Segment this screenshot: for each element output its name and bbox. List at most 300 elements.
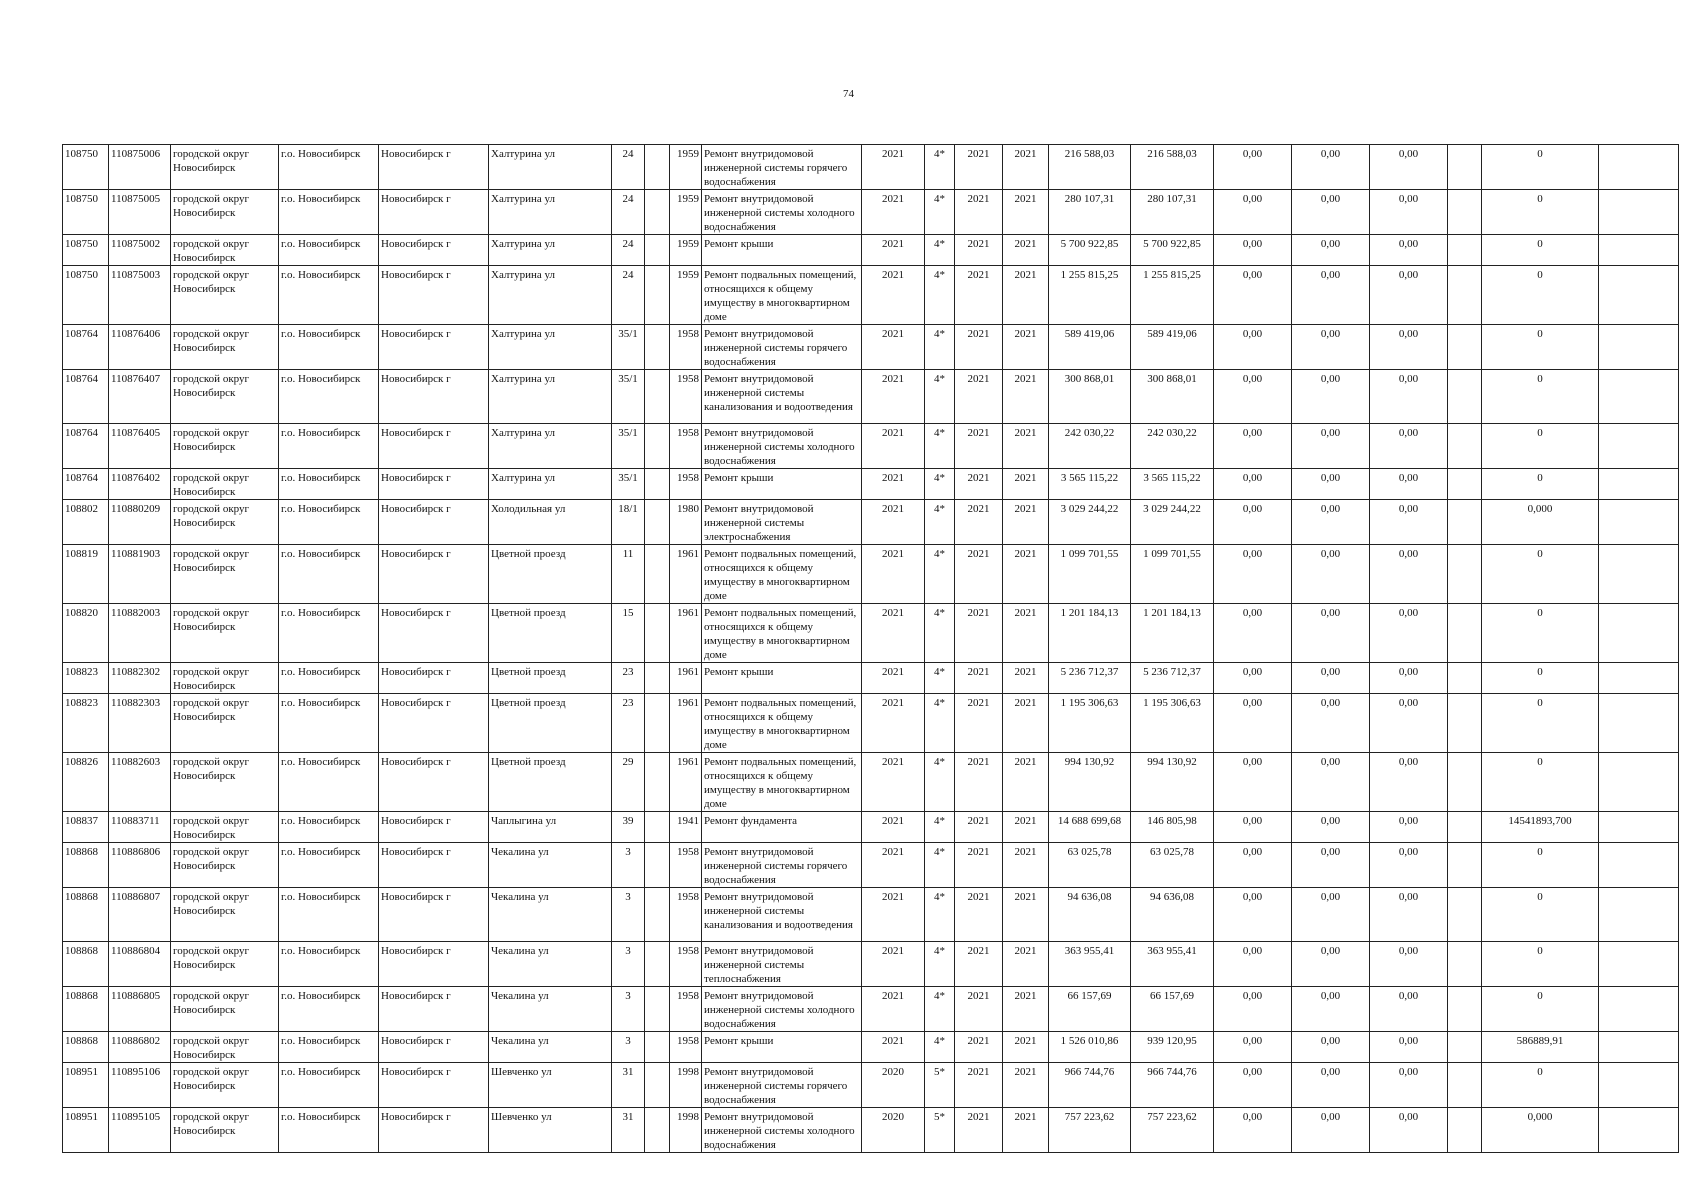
cell-record-id: 108868 — [63, 1032, 109, 1063]
cell-start-year: 2021 — [955, 694, 1003, 753]
cell-end-year: 2021 — [1003, 266, 1049, 325]
cell-house-number: 3 — [612, 1032, 645, 1063]
cell-owners-funds: 0 — [1482, 266, 1599, 325]
cell-reserve — [1448, 190, 1482, 235]
cell-start-year: 2021 — [955, 190, 1003, 235]
cell-plan-year: 2021 — [862, 325, 925, 370]
cell-cost-fund: 1 201 184,13 — [1131, 604, 1214, 663]
cell-building — [645, 812, 670, 843]
cell-priority: 4* — [925, 500, 955, 545]
cell-year-built: 1959 — [670, 266, 702, 325]
cell-building — [645, 888, 670, 942]
cell-municipal-short: г.о. Новосибирск — [279, 694, 379, 753]
cell-total-cost: 14 688 699,68 — [1049, 812, 1131, 843]
cell-work-type: Ремонт крыши — [702, 469, 862, 500]
cell-total-cost: 994 130,92 — [1049, 753, 1131, 812]
cell-street: Цветной проезд — [489, 753, 612, 812]
cell-municipal-short: г.о. Новосибирск — [279, 753, 379, 812]
cell-street: Цветной проезд — [489, 694, 612, 753]
cell-plan-year: 2021 — [862, 694, 925, 753]
cell-total-cost: 363 955,41 — [1049, 942, 1131, 987]
cell-owners-funds: 0 — [1482, 325, 1599, 370]
cell-end-year: 2021 — [1003, 469, 1049, 500]
cell-work-type: Ремонт подвальных помещений, относящихся к общему имуществу в многоквартирном доме — [702, 753, 862, 812]
table-row — [63, 604, 1679, 663]
cell-municipality: городской округ Новосибирск — [171, 500, 279, 545]
cell-end-year: 2021 — [1003, 325, 1049, 370]
cell-priority: 4* — [925, 694, 955, 753]
cell-house-number: 3 — [612, 942, 645, 987]
table-row — [63, 190, 1679, 235]
cell-owners-funds: 0 — [1482, 145, 1599, 190]
cell-cost-federal: 0,00 — [1214, 500, 1292, 545]
cell-building — [645, 694, 670, 753]
cell-record-id: 108764 — [63, 325, 109, 370]
table-row — [63, 424, 1679, 469]
cell-start-year: 2021 — [955, 1063, 1003, 1108]
cell-reserve — [1448, 370, 1482, 424]
cell-work-type: Ремонт внутридомовой инженерной системы горячего водоснабжения — [702, 1063, 862, 1108]
cell-municipality: городской округ Новосибирск — [171, 843, 279, 888]
cell-plan-year: 2021 — [862, 370, 925, 424]
cell-municipality: городской округ Новосибирск — [171, 604, 279, 663]
cell-record-id: 108951 — [63, 1063, 109, 1108]
cell-cost-federal: 0,00 — [1214, 424, 1292, 469]
cell-priority: 5* — [925, 1063, 955, 1108]
cell-cost-fund: 94 636,08 — [1131, 888, 1214, 942]
cell-work-type: Ремонт внутридомовой инженерной системы горячего водоснабжения — [702, 325, 862, 370]
cell-cost-local: 0,00 — [1370, 942, 1448, 987]
table-row — [63, 325, 1679, 370]
cell-municipality: городской округ Новосибирск — [171, 812, 279, 843]
cell-record-id: 108819 — [63, 545, 109, 604]
cell-street: Холодильная ул — [489, 500, 612, 545]
cell-total-cost: 589 419,06 — [1049, 325, 1131, 370]
cell-house-number: 35/1 — [612, 325, 645, 370]
cell-cost-fund: 280 107,31 — [1131, 190, 1214, 235]
cell-object-code: 110886802 — [109, 1032, 171, 1063]
cell-year-built: 1958 — [670, 325, 702, 370]
cell-locality: Новосибирск г — [379, 987, 489, 1032]
cell-total-cost: 3 029 244,22 — [1049, 500, 1131, 545]
cell-cost-local: 0,00 — [1370, 987, 1448, 1032]
cell-cost-regional: 0,00 — [1292, 604, 1370, 663]
cell-total-cost: 966 744,76 — [1049, 1063, 1131, 1108]
cell-plan-year: 2021 — [862, 843, 925, 888]
cell-municipal-short: г.о. Новосибирск — [279, 987, 379, 1032]
cell-house-number: 24 — [612, 266, 645, 325]
cell-reserve — [1448, 424, 1482, 469]
cell-end-year: 2021 — [1003, 604, 1049, 663]
cell-object-code: 110876405 — [109, 424, 171, 469]
cell-priority: 4* — [925, 469, 955, 500]
cell-cost-local: 0,00 — [1370, 604, 1448, 663]
cell-note — [1599, 370, 1679, 424]
cell-end-year: 2021 — [1003, 370, 1049, 424]
cell-locality: Новосибирск г — [379, 843, 489, 888]
cell-plan-year: 2021 — [862, 753, 925, 812]
cell-note — [1599, 190, 1679, 235]
cell-municipal-short: г.о. Новосибирск — [279, 812, 379, 843]
cell-end-year: 2021 — [1003, 843, 1049, 888]
cell-locality: Новосибирск г — [379, 190, 489, 235]
cell-reserve — [1448, 235, 1482, 266]
cell-end-year: 2021 — [1003, 753, 1049, 812]
cell-street: Халтурина ул — [489, 190, 612, 235]
cell-work-type: Ремонт крыши — [702, 235, 862, 266]
cell-reserve — [1448, 812, 1482, 843]
cell-note — [1599, 145, 1679, 190]
cell-building — [645, 190, 670, 235]
cell-end-year: 2021 — [1003, 812, 1049, 843]
cell-building — [645, 1032, 670, 1063]
cell-owners-funds: 0 — [1482, 545, 1599, 604]
cell-street: Чекалина ул — [489, 1032, 612, 1063]
cell-plan-year: 2020 — [862, 1108, 925, 1153]
cell-work-type: Ремонт внутридомовой инженерной системы канализования и водоотведения — [702, 370, 862, 424]
cell-total-cost: 1 195 306,63 — [1049, 694, 1131, 753]
cell-note — [1599, 1032, 1679, 1063]
cell-end-year: 2021 — [1003, 235, 1049, 266]
cell-house-number: 15 — [612, 604, 645, 663]
cell-year-built: 1961 — [670, 545, 702, 604]
cell-work-type: Ремонт внутридомовой инженерной системы холодного водоснабжения — [702, 424, 862, 469]
cell-priority: 4* — [925, 888, 955, 942]
cell-record-id: 108750 — [63, 235, 109, 266]
cell-cost-fund: 5 236 712,37 — [1131, 663, 1214, 694]
cell-cost-local: 0,00 — [1370, 812, 1448, 843]
cell-cost-local: 0,00 — [1370, 843, 1448, 888]
cell-cost-local: 0,00 — [1370, 235, 1448, 266]
cell-start-year: 2021 — [955, 987, 1003, 1032]
table-body — [63, 145, 1679, 1153]
cell-cost-federal: 0,00 — [1214, 604, 1292, 663]
cell-start-year: 2021 — [955, 663, 1003, 694]
cell-plan-year: 2021 — [862, 1032, 925, 1063]
cell-note — [1599, 545, 1679, 604]
cell-municipality: городской округ Новосибирск — [171, 1108, 279, 1153]
cell-street: Цветной проезд — [489, 604, 612, 663]
cell-municipality: городской округ Новосибирск — [171, 145, 279, 190]
cell-municipal-short: г.о. Новосибирск — [279, 235, 379, 266]
cell-reserve — [1448, 663, 1482, 694]
cell-start-year: 2021 — [955, 604, 1003, 663]
cell-street: Халтурина ул — [489, 145, 612, 190]
cell-cost-regional: 0,00 — [1292, 190, 1370, 235]
cell-cost-regional: 0,00 — [1292, 1063, 1370, 1108]
cell-municipality: городской округ Новосибирск — [171, 663, 279, 694]
cell-priority: 4* — [925, 843, 955, 888]
cell-year-built: 1961 — [670, 753, 702, 812]
cell-cost-federal: 0,00 — [1214, 545, 1292, 604]
cell-end-year: 2021 — [1003, 545, 1049, 604]
cell-start-year: 2021 — [955, 500, 1003, 545]
cell-cost-federal: 0,00 — [1214, 1108, 1292, 1153]
cell-record-id: 108802 — [63, 500, 109, 545]
cell-note — [1599, 888, 1679, 942]
cell-cost-federal: 0,00 — [1214, 266, 1292, 325]
cell-locality: Новосибирск г — [379, 325, 489, 370]
cell-record-id: 108868 — [63, 843, 109, 888]
cell-house-number: 31 — [612, 1108, 645, 1153]
cell-priority: 5* — [925, 1108, 955, 1153]
cell-owners-funds: 0 — [1482, 1063, 1599, 1108]
cell-plan-year: 2021 — [862, 545, 925, 604]
cell-street: Чекалина ул — [489, 843, 612, 888]
cell-total-cost: 757 223,62 — [1049, 1108, 1131, 1153]
cell-locality: Новосибирск г — [379, 235, 489, 266]
cell-priority: 4* — [925, 424, 955, 469]
cell-end-year: 2021 — [1003, 500, 1049, 545]
cell-year-built: 1998 — [670, 1063, 702, 1108]
cell-house-number: 29 — [612, 753, 645, 812]
cell-cost-local: 0,00 — [1370, 370, 1448, 424]
cell-cost-federal: 0,00 — [1214, 1032, 1292, 1063]
cell-building — [645, 370, 670, 424]
cell-cost-fund: 757 223,62 — [1131, 1108, 1214, 1153]
cell-cost-local: 0,00 — [1370, 190, 1448, 235]
cell-total-cost: 94 636,08 — [1049, 888, 1131, 942]
cell-cost-fund: 939 120,95 — [1131, 1032, 1214, 1063]
cell-municipal-short: г.о. Новосибирск — [279, 1032, 379, 1063]
cell-start-year: 2021 — [955, 235, 1003, 266]
cell-priority: 4* — [925, 370, 955, 424]
cell-plan-year: 2021 — [862, 145, 925, 190]
cell-object-code: 110876406 — [109, 325, 171, 370]
cell-plan-year: 2021 — [862, 812, 925, 843]
cell-reserve — [1448, 987, 1482, 1032]
cell-building — [645, 469, 670, 500]
table-row — [63, 663, 1679, 694]
cell-work-type: Ремонт подвальных помещений, относящихся к общему имуществу в многоквартирном доме — [702, 266, 862, 325]
cell-cost-fund: 216 588,03 — [1131, 145, 1214, 190]
cell-cost-fund: 3 565 115,22 — [1131, 469, 1214, 500]
cell-cost-local: 0,00 — [1370, 694, 1448, 753]
cell-note — [1599, 663, 1679, 694]
cell-cost-federal: 0,00 — [1214, 843, 1292, 888]
cell-cost-regional: 0,00 — [1292, 942, 1370, 987]
cell-house-number: 18/1 — [612, 500, 645, 545]
cell-plan-year: 2021 — [862, 663, 925, 694]
cell-object-code: 110880209 — [109, 500, 171, 545]
cell-work-type: Ремонт крыши — [702, 663, 862, 694]
cell-record-id: 108750 — [63, 145, 109, 190]
cell-object-code: 110876402 — [109, 469, 171, 500]
cell-building — [645, 987, 670, 1032]
cell-building — [645, 843, 670, 888]
table-row — [63, 888, 1679, 942]
cell-cost-regional: 0,00 — [1292, 1032, 1370, 1063]
cell-locality: Новосибирск г — [379, 888, 489, 942]
cell-cost-federal: 0,00 — [1214, 370, 1292, 424]
cell-priority: 4* — [925, 987, 955, 1032]
table-row — [63, 753, 1679, 812]
cell-record-id: 108868 — [63, 942, 109, 987]
cell-locality: Новосибирск г — [379, 370, 489, 424]
cell-cost-local: 0,00 — [1370, 888, 1448, 942]
cell-work-type: Ремонт подвальных помещений, относящихся к общему имуществу в многоквартирном доме — [702, 694, 862, 753]
cell-object-code: 110881903 — [109, 545, 171, 604]
table-row — [63, 987, 1679, 1032]
table-row — [63, 235, 1679, 266]
cell-note — [1599, 469, 1679, 500]
cell-total-cost: 63 025,78 — [1049, 843, 1131, 888]
cell-end-year: 2021 — [1003, 942, 1049, 987]
cell-record-id: 108951 — [63, 1108, 109, 1153]
cell-house-number: 3 — [612, 987, 645, 1032]
cell-municipality: городской округ Новосибирск — [171, 694, 279, 753]
cell-cost-fund: 966 744,76 — [1131, 1063, 1214, 1108]
cell-plan-year: 2021 — [862, 500, 925, 545]
cell-cost-fund: 146 805,98 — [1131, 812, 1214, 843]
cell-cost-regional: 0,00 — [1292, 370, 1370, 424]
cell-note — [1599, 942, 1679, 987]
cell-object-code: 110882303 — [109, 694, 171, 753]
cell-reserve — [1448, 469, 1482, 500]
cell-cost-federal: 0,00 — [1214, 753, 1292, 812]
cell-total-cost: 1 201 184,13 — [1049, 604, 1131, 663]
cell-plan-year: 2021 — [862, 888, 925, 942]
cell-end-year: 2021 — [1003, 1108, 1049, 1153]
cell-owners-funds: 0,000 — [1482, 500, 1599, 545]
cell-note — [1599, 694, 1679, 753]
cell-priority: 4* — [925, 145, 955, 190]
cell-municipality: городской округ Новосибирск — [171, 1032, 279, 1063]
cell-cost-fund: 363 955,41 — [1131, 942, 1214, 987]
cell-municipal-short: г.о. Новосибирск — [279, 1063, 379, 1108]
cell-cost-fund: 63 025,78 — [1131, 843, 1214, 888]
cell-owners-funds: 0 — [1482, 424, 1599, 469]
cell-priority: 4* — [925, 545, 955, 604]
cell-total-cost: 1 255 815,25 — [1049, 266, 1131, 325]
cell-owners-funds: 0 — [1482, 370, 1599, 424]
cell-locality: Новосибирск г — [379, 604, 489, 663]
table-row — [63, 694, 1679, 753]
cell-object-code: 110886807 — [109, 888, 171, 942]
cell-record-id: 108837 — [63, 812, 109, 843]
cell-locality: Новосибирск г — [379, 266, 489, 325]
cell-priority: 4* — [925, 266, 955, 325]
cell-year-built: 1980 — [670, 500, 702, 545]
cell-object-code: 110895106 — [109, 1063, 171, 1108]
table-row — [63, 469, 1679, 500]
cell-cost-regional: 0,00 — [1292, 500, 1370, 545]
cell-object-code: 110886804 — [109, 942, 171, 987]
cell-total-cost: 1 526 010,86 — [1049, 1032, 1131, 1063]
cell-plan-year: 2021 — [862, 266, 925, 325]
cell-end-year: 2021 — [1003, 424, 1049, 469]
cell-start-year: 2021 — [955, 1032, 1003, 1063]
cell-record-id: 108823 — [63, 663, 109, 694]
cell-cost-local: 0,00 — [1370, 145, 1448, 190]
cell-cost-federal: 0,00 — [1214, 812, 1292, 843]
cell-reserve — [1448, 325, 1482, 370]
cell-owners-funds: 0 — [1482, 663, 1599, 694]
cell-cost-local: 0,00 — [1370, 424, 1448, 469]
cell-work-type: Ремонт крыши — [702, 1032, 862, 1063]
cell-year-built: 1958 — [670, 370, 702, 424]
cell-building — [645, 753, 670, 812]
cell-object-code: 110886806 — [109, 843, 171, 888]
cell-object-code: 110882603 — [109, 753, 171, 812]
cell-reserve — [1448, 942, 1482, 987]
cell-owners-funds: 0 — [1482, 753, 1599, 812]
cell-priority: 4* — [925, 942, 955, 987]
cell-cost-regional: 0,00 — [1292, 545, 1370, 604]
cell-cost-regional: 0,00 — [1292, 325, 1370, 370]
cell-note — [1599, 1063, 1679, 1108]
cell-reserve — [1448, 694, 1482, 753]
cell-start-year: 2021 — [955, 325, 1003, 370]
cell-record-id: 108750 — [63, 266, 109, 325]
cell-municipality: городской округ Новосибирск — [171, 888, 279, 942]
cell-owners-funds: 0 — [1482, 987, 1599, 1032]
cell-year-built: 1961 — [670, 694, 702, 753]
cell-municipality: городской округ Новосибирск — [171, 325, 279, 370]
cell-street: Чекалина ул — [489, 987, 612, 1032]
cell-building — [645, 145, 670, 190]
cell-year-built: 1958 — [670, 1032, 702, 1063]
table-row — [63, 500, 1679, 545]
cell-reserve — [1448, 545, 1482, 604]
cell-building — [645, 1063, 670, 1108]
cell-street: Халтурина ул — [489, 266, 612, 325]
cell-reserve — [1448, 266, 1482, 325]
cell-year-built: 1961 — [670, 604, 702, 663]
cell-municipality: городской округ Новосибирск — [171, 424, 279, 469]
cell-start-year: 2021 — [955, 753, 1003, 812]
cell-cost-fund: 1 195 306,63 — [1131, 694, 1214, 753]
cell-locality: Новосибирск г — [379, 663, 489, 694]
cell-object-code: 110883711 — [109, 812, 171, 843]
cell-house-number: 11 — [612, 545, 645, 604]
cell-reserve — [1448, 888, 1482, 942]
cell-municipality: городской округ Новосибирск — [171, 987, 279, 1032]
cell-municipal-short: г.о. Новосибирск — [279, 325, 379, 370]
cell-total-cost: 5 236 712,37 — [1049, 663, 1131, 694]
cell-cost-fund: 66 157,69 — [1131, 987, 1214, 1032]
cell-municipality: городской округ Новосибирск — [171, 370, 279, 424]
cell-house-number: 39 — [612, 812, 645, 843]
cell-street: Халтурина ул — [489, 469, 612, 500]
cell-year-built: 1958 — [670, 942, 702, 987]
cell-municipal-short: г.о. Новосибирск — [279, 145, 379, 190]
cell-cost-local: 0,00 — [1370, 266, 1448, 325]
cell-end-year: 2021 — [1003, 663, 1049, 694]
cell-note — [1599, 987, 1679, 1032]
cell-total-cost: 66 157,69 — [1049, 987, 1131, 1032]
cell-year-built: 1959 — [670, 235, 702, 266]
cell-object-code: 110886805 — [109, 987, 171, 1032]
cell-house-number: 3 — [612, 843, 645, 888]
cell-locality: Новосибирск г — [379, 1108, 489, 1153]
cell-start-year: 2021 — [955, 266, 1003, 325]
cell-note — [1599, 424, 1679, 469]
table-row — [63, 1108, 1679, 1153]
cell-plan-year: 2021 — [862, 235, 925, 266]
cell-total-cost: 216 588,03 — [1049, 145, 1131, 190]
cell-street: Халтурина ул — [489, 235, 612, 266]
cell-start-year: 2021 — [955, 812, 1003, 843]
table-row — [63, 812, 1679, 843]
cell-cost-federal: 0,00 — [1214, 190, 1292, 235]
cell-end-year: 2021 — [1003, 1063, 1049, 1108]
cell-cost-regional: 0,00 — [1292, 843, 1370, 888]
cell-work-type: Ремонт внутридомовой инженерной системы горячего водоснабжения — [702, 145, 862, 190]
cell-cost-fund: 242 030,22 — [1131, 424, 1214, 469]
cell-municipal-short: г.о. Новосибирск — [279, 545, 379, 604]
cell-municipal-short: г.о. Новосибирск — [279, 942, 379, 987]
